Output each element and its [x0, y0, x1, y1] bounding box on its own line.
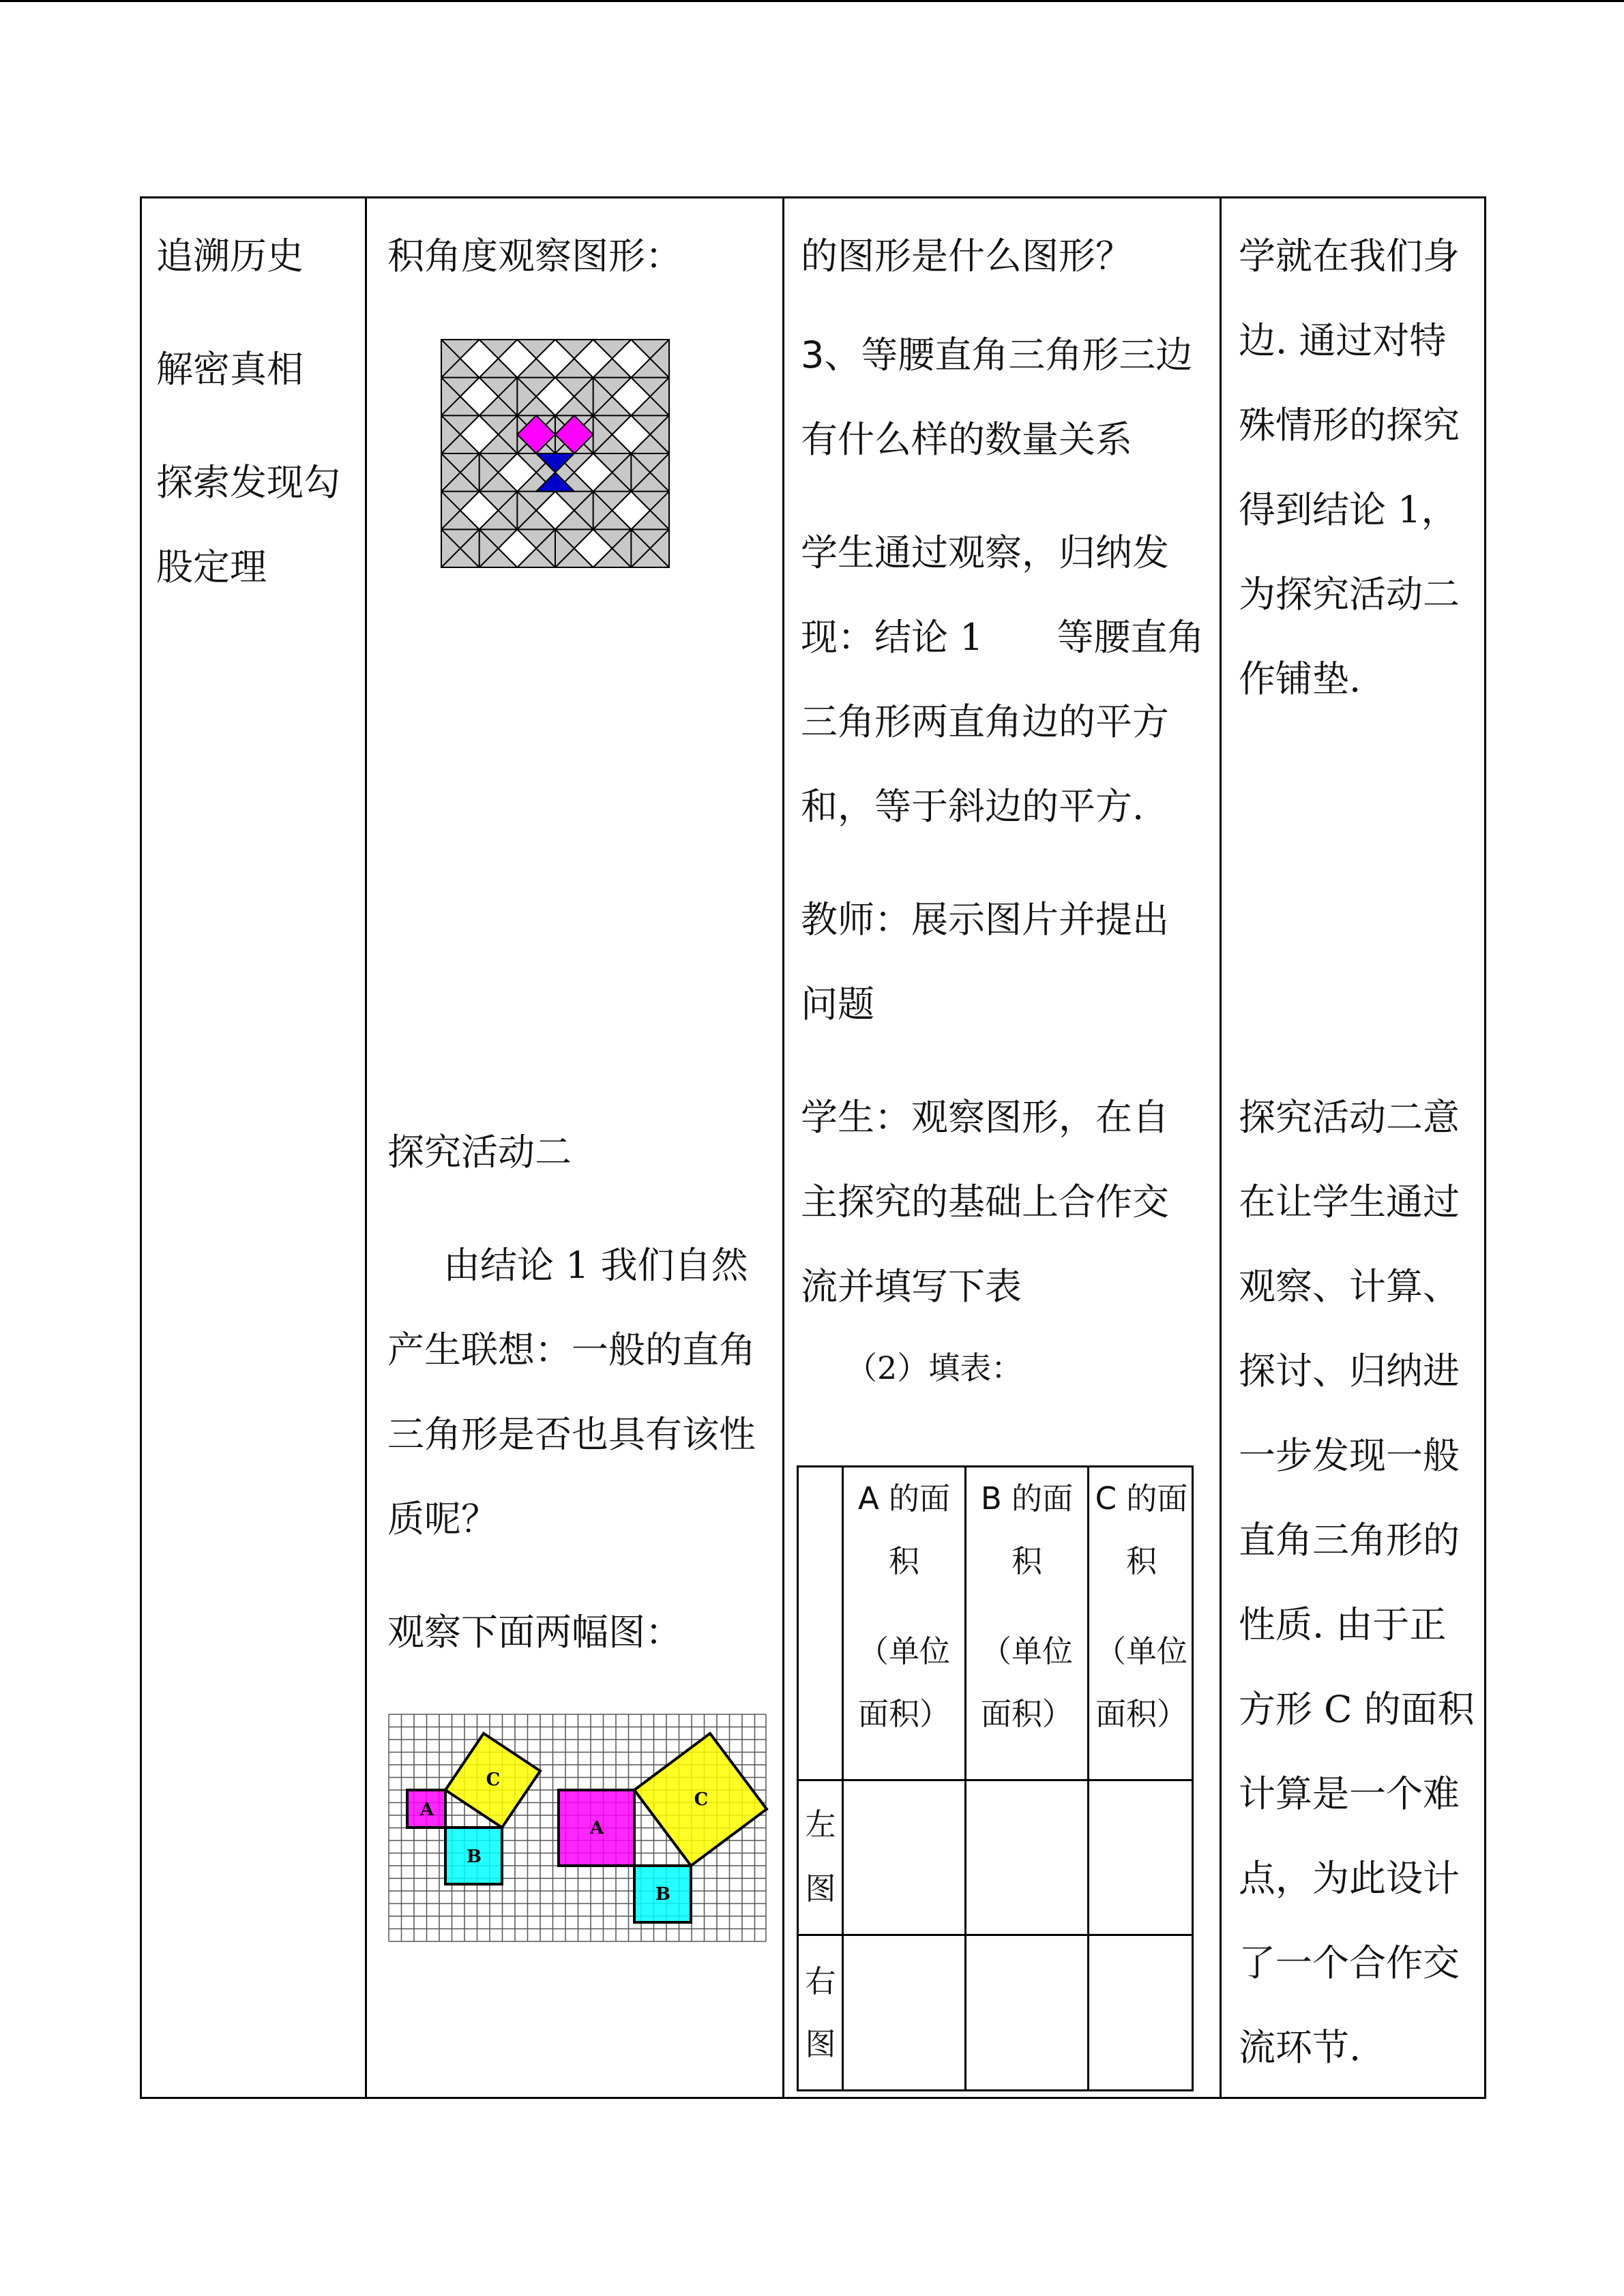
pythagoras-squares-figure	[389, 1714, 766, 1941]
activity-text: 和，等于斜边的平方.	[801, 785, 1145, 828]
lesson-plan-table	[140, 196, 1486, 2099]
table-line	[799, 1934, 1192, 1936]
purpose-text: 了一个合作交	[1239, 1941, 1460, 1984]
activity-paragraph: 三角形是否也具有该性	[387, 1413, 756, 1456]
activity-text: 现：结论 1 等腰直角	[801, 616, 1205, 659]
square-label-b: B	[655, 1884, 670, 1905]
purpose-text: 观察、计算、	[1239, 1265, 1460, 1308]
purpose-text: 计算是一个难	[1239, 1772, 1460, 1815]
stage-line: 探索发现勾	[156, 461, 340, 504]
purpose-text: 探讨、归纳进	[1239, 1350, 1460, 1392]
purpose-text: 方形 C 的面积	[1239, 1688, 1475, 1731]
top-rule	[0, 0, 1624, 2]
activity-text: 有什么样的数量关系	[801, 418, 1132, 461]
purpose-text: 一步发现一般	[1239, 1434, 1460, 1477]
activity-paragraph: 产生联想：一般的直角	[387, 1328, 756, 1371]
purpose-text: 在让学生通过	[1239, 1180, 1460, 1223]
square-label-c: C	[486, 1770, 501, 1790]
table-line	[799, 1779, 1192, 1781]
content-column	[367, 198, 782, 2097]
isosceles-triangle-grid-figure	[441, 340, 670, 567]
activity-text: 问题	[801, 983, 874, 1026]
activity-text: 3、等腰直角三角形三边	[801, 333, 1193, 376]
activity-column	[784, 198, 1220, 2097]
area-table: A 的面 积 （单位 面积） B 的面 积 （单位 面积） C 的面 积 （单位 面积） 左 图 右 图	[797, 1465, 1194, 2091]
fill-table-caption: （2）填表：	[846, 1350, 1023, 1386]
activity-paragraph: 质呢？	[387, 1497, 498, 1540]
purpose-text: 得到结论 1，	[1239, 488, 1458, 531]
activity-title: 探究活动二	[387, 1131, 572, 1174]
stage-line: 股定理	[156, 546, 267, 588]
activity-text: 教师：展示图片并提出	[801, 898, 1169, 941]
square-label-a: A	[589, 1818, 604, 1838]
activity-text: 学生：观察图形，在自	[801, 1096, 1169, 1139]
activity-text: 主探究的基础上合作交	[801, 1180, 1169, 1223]
square-label-a: A	[419, 1800, 434, 1820]
purpose-text: 为探究活动二	[1239, 573, 1460, 616]
purpose-text: 点，为此设计	[1239, 1857, 1460, 1900]
purpose-text: 殊情形的探究	[1239, 404, 1460, 447]
purpose-text: 性质. 由于正	[1239, 1603, 1447, 1646]
purpose-text: 边. 通过对特	[1239, 319, 1447, 362]
purpose-text: 学就在我们身	[1239, 235, 1460, 278]
purpose-column	[1222, 198, 1486, 2097]
square-label-c: C	[694, 1789, 709, 1810]
activity-paragraph: 由结论 1 我们自然	[443, 1244, 748, 1287]
activity-text: 的图形是什么图形？	[801, 235, 1132, 278]
stage-line: 解密真相	[156, 348, 304, 391]
purpose-text: 作铺垫.	[1239, 657, 1361, 700]
observe-text: 观察下面两幅图：	[387, 1611, 682, 1654]
purpose-text: 流环节.	[1239, 2026, 1361, 2069]
purpose-text: 直角三角形的	[1239, 1519, 1460, 1562]
activity-text: 三角形两直角边的平方	[801, 700, 1169, 743]
purpose-text: 探究活动二意	[1239, 1096, 1460, 1139]
intro-text: 积角度观察图形：	[387, 235, 682, 278]
square-label-b: B	[467, 1847, 482, 1867]
activity-text: 流并填写下表	[801, 1265, 1022, 1308]
stage-line: 追溯历史	[156, 235, 304, 278]
stage-column	[142, 198, 365, 2097]
activity-text: 学生通过观察，归纳发	[801, 531, 1169, 574]
